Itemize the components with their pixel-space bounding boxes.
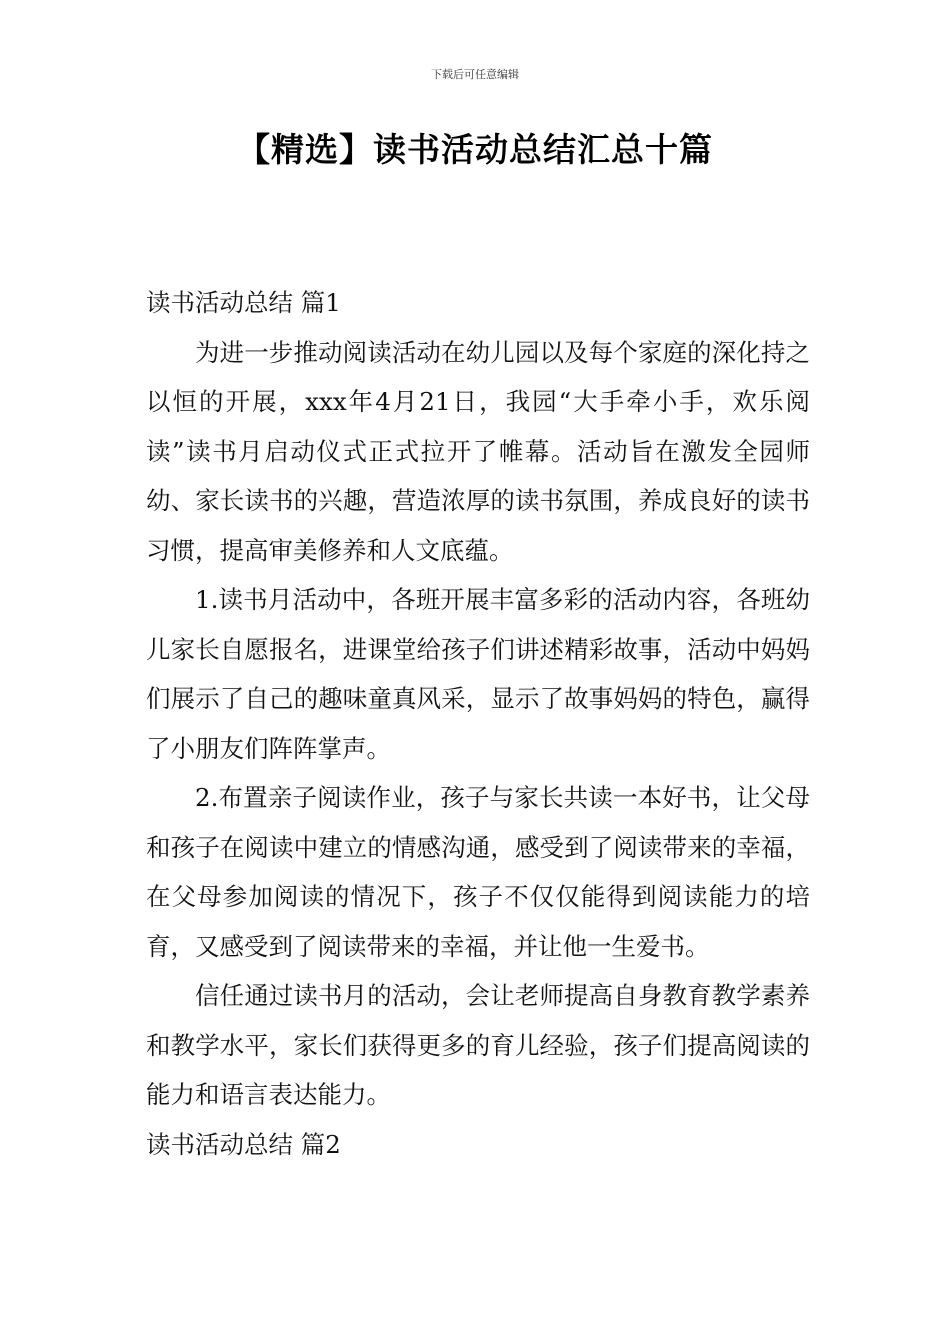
header-note: 下载后可任意编辑 xyxy=(431,68,519,81)
section-heading-1: 读书活动总结 篇1 xyxy=(146,288,341,317)
section-1-paragraph-3: 2.布置亲子阅读作业，孩子与家长共读一本好书，让父母和孩子在阅读中建立的情感沟通，感受到了阅读带来的幸福，在父母参加阅读的情况下，孩子不仅仅能得到阅读能力的培育，又感受到了阅读带来的幸福，并让他一生爱书。 xyxy=(146,783,810,961)
section-1-paragraph-4: 信任通过读书月的活动，会让老师提高自身教育教学素养和教学水平，家长们获得更多的育儿经验，孩子们提高阅读的能力和语言表达能力。 xyxy=(146,981,810,1109)
section-1-paragraph-1: 为进一步推动阅读活动在幼儿园以及每个家庭的深化持之以恒的开展，xxx年4月21日，我园“大手牵小手，欢乐阅读”读书月启动仪式正式拉开了帷幕。活动旨在激发全园师幼、家长读书的兴趣，营造浓厚的读书氛围，养成良好的读书习惯，提高审美修养和人文底蕴。 xyxy=(146,337,810,565)
section-heading-2: 读书活动总结 篇2 xyxy=(146,1129,341,1159)
document-title: 【精选】读书活动总结汇总十篇 xyxy=(237,130,713,169)
document-body xyxy=(146,278,810,1169)
section-1-paragraph-2: 1.读书月活动中，各班开展丰富多彩的活动内容，各班幼儿家长自愿报名，进课堂给孩子们讲述精彩故事，活动中妈妈们展示了自己的趣味童真风采，显示了故事妈妈的特色，赢得了小朋友们阵阵掌声。 xyxy=(146,585,810,763)
